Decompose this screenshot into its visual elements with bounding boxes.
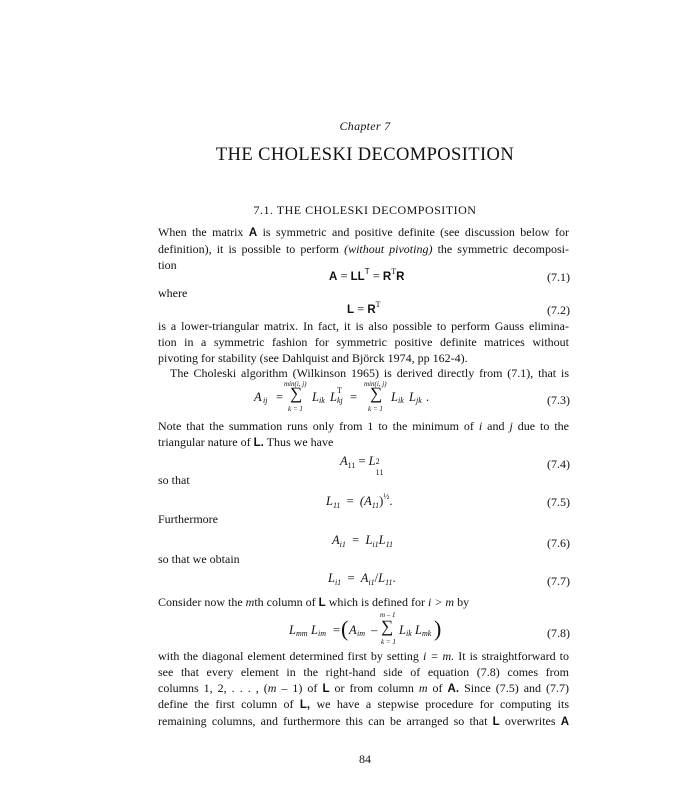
equation-7-1: $A = LL^T = R^TR$ [329,267,405,283]
paragraph-intro: When the matrix A is symmetric and positive definite (see discussion below for definition), it is possible to perform (without pivoting) the symmetric decomposi- tion [158,225,570,272]
equation-7-8: L mm L im = ( A im – m – 1 ∑ k = 1 L ik L mk ) [289,611,442,646]
equation-number-7-2: (7.2) [547,303,570,317]
text-furthermore: Furthermore [158,512,218,526]
equation-7-2: $L = R^T$ [347,300,381,316]
equation-7-5: $L_{11} = (A_{11})^{\frac{1}{2}}$. [326,492,393,510]
section-title: 7.1. THE CHOLESKI DECOMPOSITION [253,203,477,217]
equation-number-7-6: (7.6) [547,536,570,550]
equation-7-7: $L_{i1} = A_{i1}/L_{11}$. [328,571,396,587]
equation-number-7-1: (7.1) [547,270,570,284]
page-number: 84 [359,752,371,766]
equation-number-7-8: (7.8) [547,626,570,640]
equation-7-3: A ij = min(i, j) ∑ k = 1 L ik L T kj = min(i, j) ∑ k = 1 L ik L jk . [254,380,430,413]
equation-number-7-5: (7.5) [547,495,570,509]
text-so-that-we-obtain: so that we obtain [158,552,240,566]
text-where: where [158,286,188,300]
equation-number-7-3: (7.3) [547,393,570,407]
chapter-label: Chapter 7 [339,119,391,133]
equation-7-4: $A_{11} = L$ 2 11 [340,454,384,477]
text-so-that: so that [158,473,190,487]
paragraph-diagonal: with the diagonal element determined first by setting i = m. It is straightforward to see that every element in the right-hand side of equation (7.8) comes from columns 1, 2, . . . , (m – 1) of L or from column m of A. Since (7.5) and (7.7) define the first column of L, we have a stepwise procedure for computing its remaining columns, and furthermore this can be arranged so that L overwrites A [158,649,570,729]
paragraph-mth-column: Consider now the mth column of L which is defined for i > m by [158,595,470,609]
equation-7-6: $A_{i1} = L_{i1}L_{11}$ [332,533,393,549]
equation-number-7-7: (7.7) [547,574,570,588]
chapter-title: THE CHOLESKI DECOMPOSITION [215,145,515,165]
paragraph-summation: Note that the summation runs only from 1 to the minimum of i and j due to the triangular nature of L. Thus we have [158,419,570,449]
equation-number-7-4: (7.4) [547,457,570,471]
paragraph-lower-triangular: is a lower-triangular matrix. In fact, it is also possible to perform Gauss elimina- tion in a symmetric fashion for symmetric positive definite matrices without pivoting for stability (see Dahlquist and Björck 1974, pp 162-4). The Choleski algorithm (Wilkinson 1965) is derived directly from (7.1), that is [158,319,569,381]
